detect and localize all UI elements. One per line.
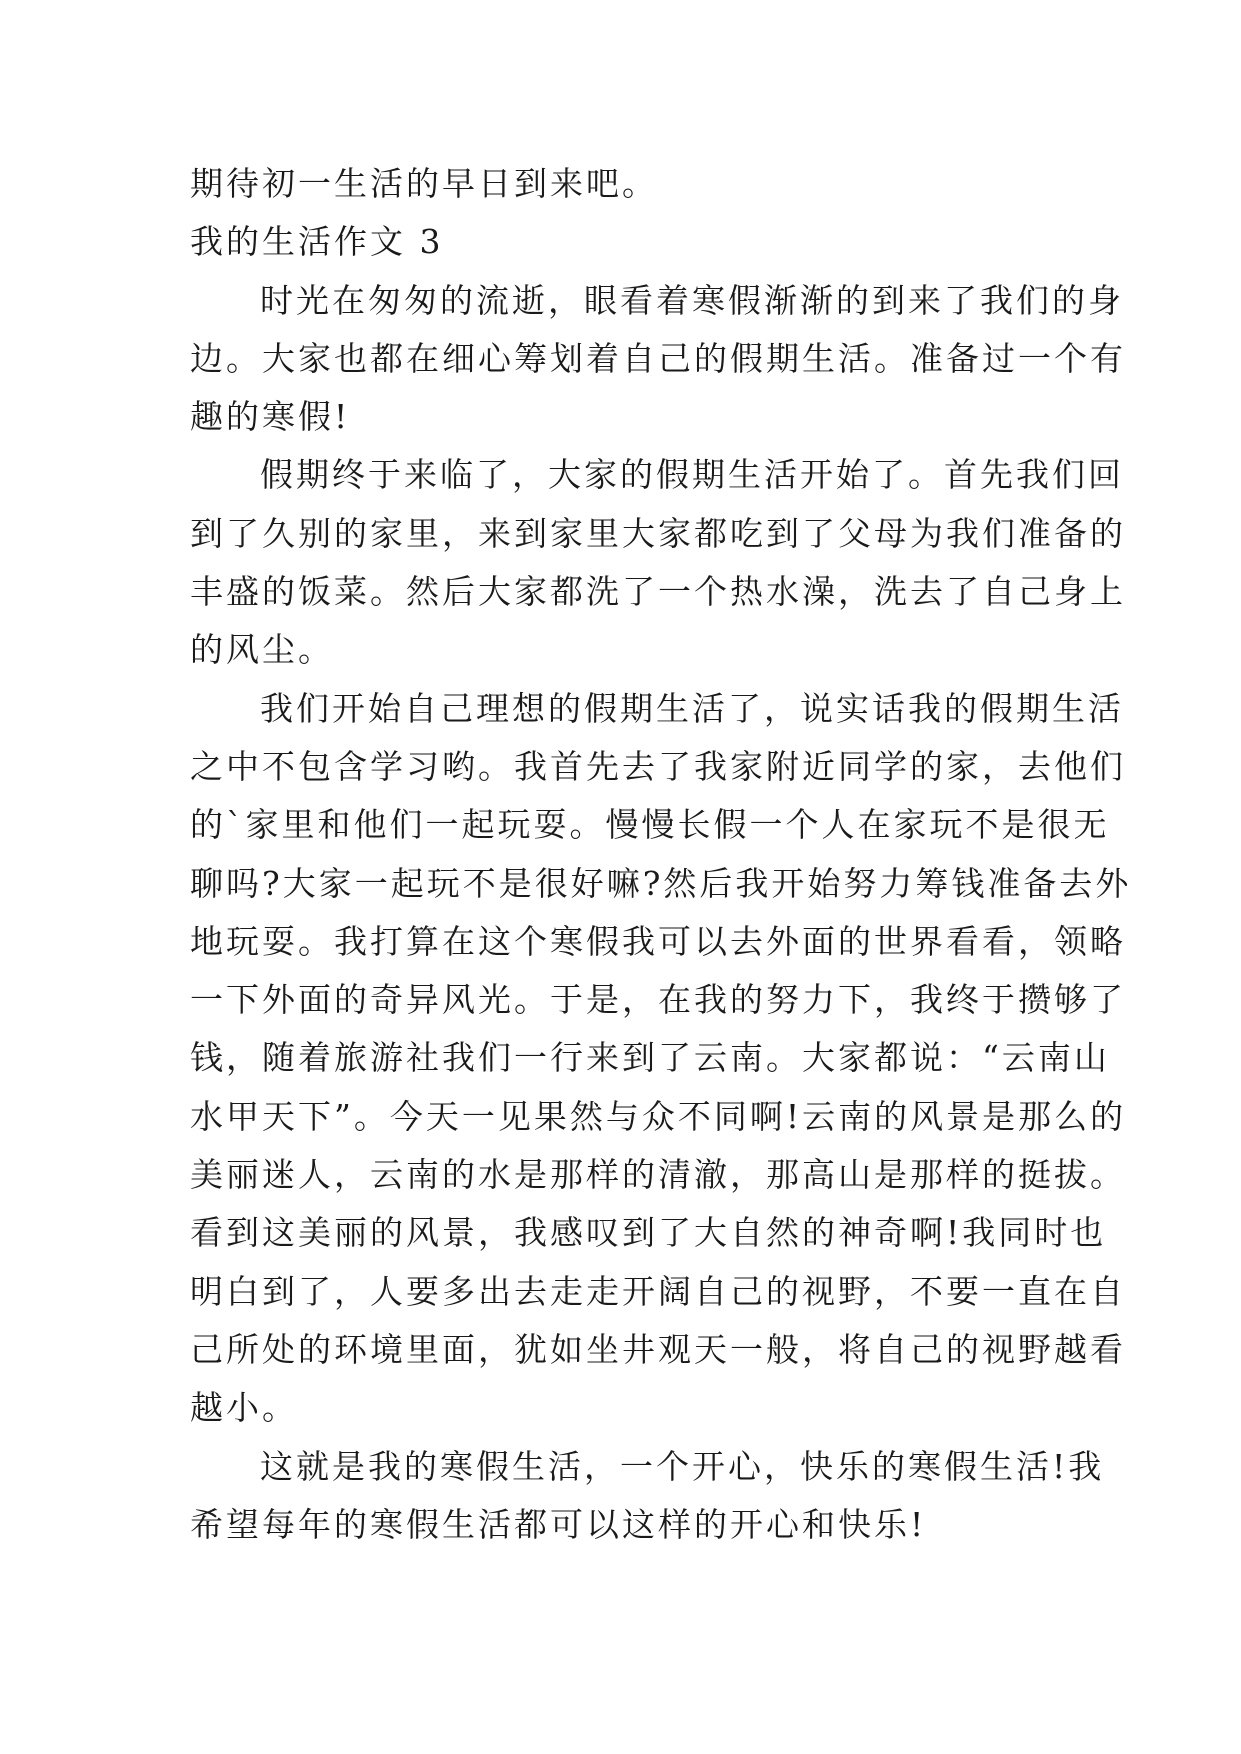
- text-line: 己所处的环境里面，犹如坐井观天一般，将自己的视野越看: [190, 1329, 1126, 1369]
- text-line: 看到这美丽的风景，我感叹到了大自然的神奇啊!我同时也: [190, 1213, 1107, 1253]
- text-line: 趣的寒假!: [190, 397, 351, 437]
- text-line: 越小。: [190, 1388, 298, 1428]
- text-line: 水甲天下”。今天一见果然与众不同啊!云南的风景是那么的: [190, 1096, 1127, 1136]
- text-line: 钱，随着旅游社我们一行来到了云南。大家都说：“云南山: [190, 1038, 1110, 1078]
- text-line: 到了久别的家里，来到家里大家都吃到了父母为我们准备的: [190, 513, 1126, 553]
- text-line: 地玩耍。我打算在这个寒假我可以去外面的世界看看，领略: [190, 921, 1126, 961]
- text-line: 一下外面的奇异风光。于是，在我的努力下，我终于攒够了: [190, 980, 1126, 1020]
- text-line: 时光在匆匆的流逝，眼看着寒假渐渐的到来了我们的身: [260, 280, 1124, 320]
- text-line: 美丽迷人，云南的水是那样的清澈，那高山是那样的挺拔。: [190, 1155, 1126, 1195]
- text-line: 的`家里和他们一起玩耍。慢慢长假一个人在家玩不是很无: [190, 805, 1110, 845]
- text-line: 的风尘。: [190, 630, 334, 670]
- text-line: 我们开始自己理想的假期生活了，说实话我的假期生活: [260, 688, 1124, 728]
- text-line: 之中不包含学习哟。我首先去了我家附近同学的家，去他们: [190, 746, 1126, 786]
- text-line: 明白到了，人要多出去走走开阔自己的视野，不要一直在自: [190, 1271, 1126, 1311]
- essay-title: 我的生活作文 3: [190, 222, 444, 262]
- text-line: 边。大家也都在细心筹划着自己的假期生活。准备过一个有: [190, 338, 1126, 378]
- text-line: 期待初一生活的早日到来吧。: [190, 164, 658, 203]
- text-line: 丰盛的饭菜。然后大家都洗了一个热水澡，洗去了自己身上: [190, 572, 1126, 612]
- text-line: 假期终于来临了，大家的假期生活开始了。首先我们回: [260, 455, 1124, 495]
- essay-text: [190, 155, 1132, 1554]
- text-line: 这就是我的寒假生活，一个开心，快乐的寒假生活!我: [260, 1446, 1105, 1486]
- text-line: 聊吗?大家一起玩不是很好嘛?然后我开始努力筹钱准备去外: [190, 863, 1132, 903]
- text-line: 希望每年的寒假生活都可以这样的开心和快乐!: [190, 1504, 927, 1544]
